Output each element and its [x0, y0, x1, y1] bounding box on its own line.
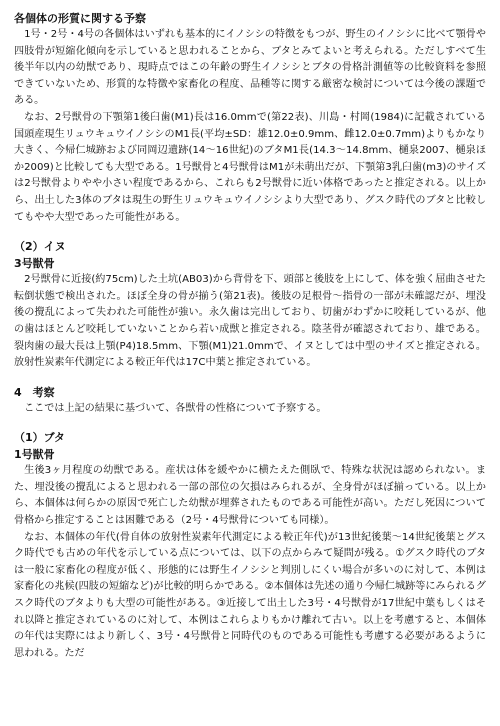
buta-subheading: 1号獣骨: [14, 448, 55, 462]
paragraph-5: 生後3ヶ月程度の幼獣である。産状は体を緩やかに横たえた側臥で、特殊な状況は認められない。また、埋没後の攪乱によると思われる一部の部位の欠損はみられるが、全身骨がほぼ揃っている。以上から、本個体は何らかの原因で死亡した幼獣が埋葬されたものである可能性が高い。ただし死因について骨格から推定することは困難である（2号・4号獣骨についても同様）。: [14, 465, 486, 527]
inu-subheading: 3号獣骨: [14, 257, 55, 271]
section-title: 各個体の形質に関する予察: [14, 12, 146, 25]
kousatsu-heading: 4 考察: [14, 385, 55, 399]
inu-heading: （2）イヌ: [14, 240, 66, 254]
paragraph-1: 1号・2号・4号の各個体はいずれも基本的にイノシシの特徴をもつが、野生のイノシシに比べて顎骨や四肢骨が短縮化傾向を示していると思われることから、ブタとみてよいと考えられる。ただしすべて生後半年以内の幼獣であり、現時点ではこの年齢の野生イノシシとブタの骨格計測値等の比較資料を参照できていないため、形質的な特徴や家畜化の程度、品種等に関する厳密な検討については今後の課題である。: [14, 29, 486, 107]
spacer: [14, 226, 486, 238]
spacer: [14, 417, 486, 429]
paragraph-3: 2号獣骨に近接(約75cm)した土坑(AB03)から背骨を下、頭部と後肢を上にして、体を強く屈曲させた転倒状態で検出された。ほぼ全身の骨が揃う(第21表)。後肢の足根骨～指骨の一部が未確認だが、埋没後の攪乱によって失われた可能性が強い。永久歯は完出しており、切歯がわずかに咬耗しているが、他の歯はほとんど咬耗していないことから若い成獣と推定される。陰茎骨が確認されており、雄である。裂肉歯の最大長は上顎(P4)18.5mm、下顎(M1)21.0mmで、イヌとしては中型のサイズと推定される。放射性炭素年代測定による較正年代は17C中葉と推定されている。: [14, 274, 486, 369]
spacer: [14, 372, 486, 384]
paragraph-6: なお、本個体の年代(骨自体の放射性炭素年代測定による較正年代)が13世紀後葉～14世紀後葉とグスク時代でも古めの年代を示している点については、以下の点からみて疑問が残る。①グスク時代のブタは一般に家畜化の程度が低く、形態的には野生イノシシと判別しにくい場合が多いのに対して、本例は家畜化の兆候(四肢の短縮など)が比較的明らかである。②本個体は先述の通り今帰仁城跡等にみられるグスク時代のブタよりも大型の可能性がある。③近接して出土した3号・4号獣骨が17世紀中葉もしくはそれ以降と推定されているのに対して、本例はこれらよりもかけ離れて古い。以上を考慮すると、本個体の年代は実際にはより新しく、3号・4号獣骨と同時代のものである可能性も考慮する必要があるように思われる。ただ: [14, 531, 486, 659]
paragraph-4: ここでは上記の結果に基づいて、各獣骨の性格について予察する。: [24, 402, 327, 414]
buta-heading: （1）ブタ: [14, 431, 65, 445]
paragraph-2: なお、2号獣骨の下顎第1後臼歯(M1)長は16.0mmで(第22表)、川島・村岡(1984)に記載されている国頭産現生リュウキュウイノシシのM1長(平均±SD：雄12.0±0.9mm、雌12.0±0.7mm)よりもかなり大きく、今帰仁城跡および同岡辺遺跡(14～16世紀)のブタM1長(14.3～14.8mm、樋泉2007、樋泉ほか2009)と比較しても大型である。1号獣骨と4号獣骨はM1が未萌出だが、下顎第3乳臼歯(m3)のサイズは2号獣骨よりやや小さい程度であるから、これらも2号獣骨に近い体格であったと推定される。以上から、出土した3体のブタは現生の野生リュウキュウイノシシより大型であり、グスク時代のブタと比較してもやや大型であった可能性がある。: [14, 111, 486, 223]
